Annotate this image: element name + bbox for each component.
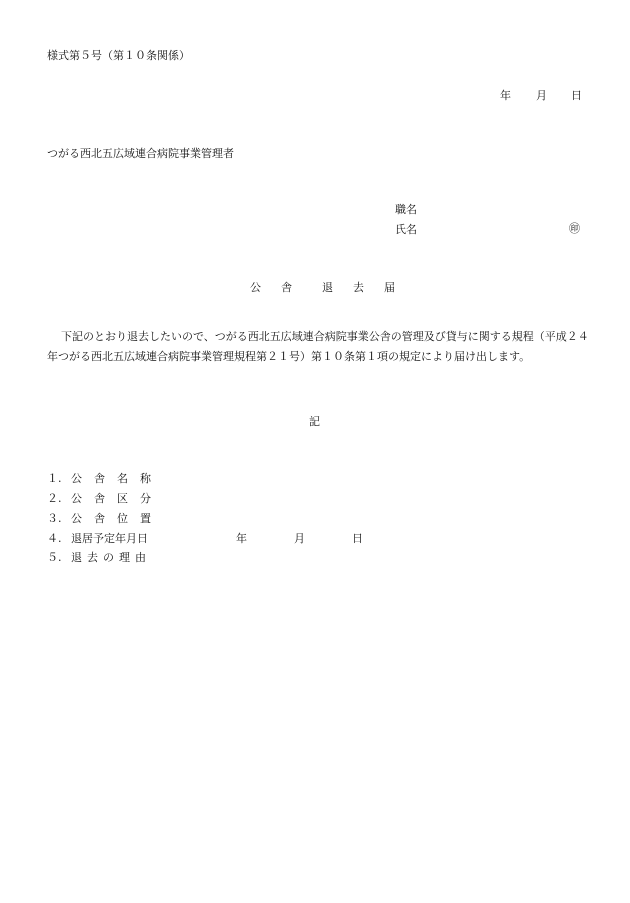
label-char: 舎 [94, 492, 105, 505]
form-number: 様式第５号（第１０条関係） [47, 49, 190, 62]
label-char: 位 [117, 512, 128, 525]
label-char: 公 [71, 492, 82, 505]
label-char: 区 [117, 492, 128, 505]
name-label: 氏名 [395, 223, 417, 236]
item-label [71, 512, 163, 526]
label-char: 公 [71, 512, 82, 525]
item-number: ３. [47, 512, 62, 525]
item-label: 退居予定年月日 [71, 532, 148, 545]
label-char: 去 [87, 551, 98, 564]
date-day-label: 日 [571, 89, 582, 102]
list-item [47, 492, 163, 506]
title-char: 去 [353, 281, 364, 294]
addressee: つがる西北五広域連合病院事業管理者 [47, 147, 234, 160]
item-label [71, 551, 146, 565]
label-char: 由 [135, 551, 146, 564]
list-item [47, 551, 146, 565]
ki-heading: 記 [309, 415, 320, 428]
item-number: ２. [47, 492, 62, 505]
item-number: １. [47, 472, 62, 485]
date-month-label: 月 [294, 532, 305, 545]
label-char: 理 [119, 551, 130, 564]
date-month-label: 月 [536, 89, 547, 102]
date-year-label: 年 [236, 532, 247, 545]
document-title [250, 281, 415, 295]
body-paragraph: 下記のとおり退去したいので、つがる西北五広域連合病院事業公舎の管理及び貸与に関する規程（平成２４年つがる西北五広域連合病院事業管理規程第２１号）第１０条第１項の規定により届け出します。 [47, 330, 589, 363]
list-item [47, 512, 163, 526]
list-item [47, 532, 377, 546]
label-char: 分 [140, 492, 151, 505]
title-char: 公 [250, 281, 261, 294]
label-char: 退 [71, 551, 82, 564]
label-char: 舎 [94, 512, 105, 525]
move-out-date [236, 532, 363, 546]
label-char: 舎 [94, 472, 105, 485]
item-number: ４. [47, 532, 62, 545]
label-char: 公 [71, 472, 82, 485]
seal-mark: ㊞ [569, 222, 580, 235]
label-char: 置 [140, 512, 151, 525]
title-char: 舎 [281, 281, 292, 294]
label-char: 名 [117, 472, 128, 485]
post-label: 職名 [395, 203, 417, 216]
date-year-label: 年 [500, 89, 511, 102]
item-label [71, 472, 163, 486]
list-item [47, 472, 163, 486]
date-day-label: 日 [352, 532, 363, 545]
label-char: 称 [140, 472, 151, 485]
label-char: の [103, 551, 114, 564]
item-label [71, 492, 163, 506]
title-char: 届 [384, 281, 395, 294]
item-number: ５. [47, 551, 62, 564]
title-char: 退 [322, 281, 333, 294]
submission-date [500, 89, 582, 103]
